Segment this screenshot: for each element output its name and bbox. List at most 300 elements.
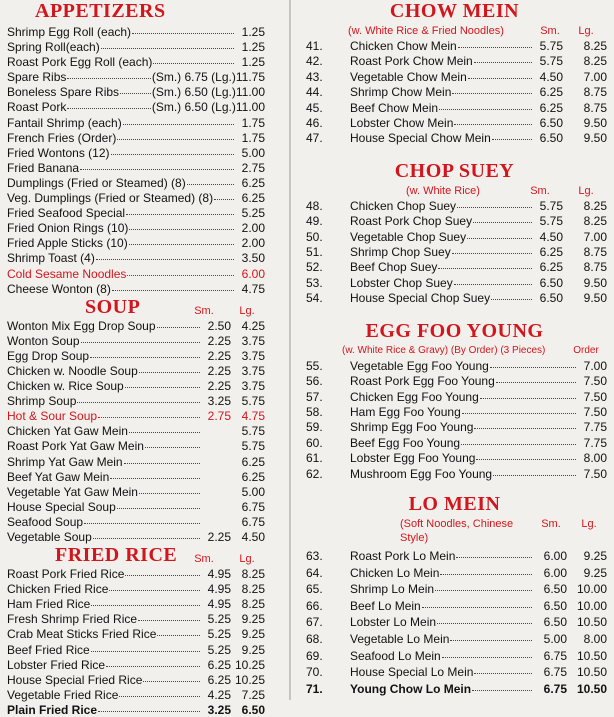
item-price-large: 8.75 <box>583 85 607 100</box>
item-name: Fried Banana <box>7 160 80 175</box>
dots <box>456 546 532 558</box>
dots <box>468 67 532 79</box>
soup-list <box>7 318 265 544</box>
dots <box>454 273 532 285</box>
dots <box>129 233 234 245</box>
dots <box>472 679 532 691</box>
dots <box>187 173 234 185</box>
menu-item <box>302 130 607 145</box>
item-price-small: 3.25 <box>207 394 231 409</box>
item-number: 59. <box>306 420 323 435</box>
dots <box>490 356 576 368</box>
dots <box>474 662 532 674</box>
lo-mein-title: LO MEIN <box>408 492 501 515</box>
item-price-large: 4.25 <box>241 318 265 333</box>
dots <box>80 158 234 170</box>
item-name: Wonton Soup <box>7 333 80 348</box>
item-number: 54. <box>306 291 323 306</box>
dots <box>112 279 234 291</box>
chop-suey-title: CHOP SUEY <box>394 159 515 182</box>
item-price-small: 2.25 <box>207 348 231 363</box>
item-number: 42. <box>306 54 323 69</box>
item-name: Cheese Wonton (8) <box>7 281 111 296</box>
dots <box>91 640 200 652</box>
item-name: Lobster Chow Mein <box>350 116 454 131</box>
dots <box>119 685 200 697</box>
item-price-large: 8.25 <box>583 54 607 69</box>
dots <box>492 128 532 140</box>
item-price-small: 5.25 <box>207 627 231 642</box>
item-price-small: 6.50 <box>543 615 567 630</box>
item-name: Shrimp Egg Foo Young <box>350 420 474 435</box>
menu-item <box>302 198 607 213</box>
menu-item <box>7 423 265 438</box>
dots <box>143 670 200 682</box>
item-number: 58. <box>306 404 323 419</box>
chop-suey-section <box>302 160 607 306</box>
item-name: Roast Pork Fried Rice <box>7 567 125 582</box>
item-price-large: 10.50 <box>576 665 607 680</box>
dots <box>129 421 200 433</box>
item-number: 48. <box>306 198 323 213</box>
item-price-small: 5.75 <box>539 54 563 69</box>
item-name: Shrimp Chow Mein <box>350 85 452 100</box>
item-number: 68. <box>306 631 323 646</box>
chow-mein-section <box>302 0 607 146</box>
item-price-small: 6.25 <box>207 672 231 687</box>
item-number: 71. <box>306 681 323 696</box>
item-price-large: 5.75 <box>241 394 265 409</box>
menu-item <box>7 529 265 544</box>
menu-item <box>7 596 265 611</box>
menu-item <box>302 38 607 53</box>
item-name: Fried Wontons (12) <box>7 145 110 160</box>
dots <box>123 113 234 125</box>
item-price-large: 10.50 <box>576 681 607 696</box>
item-number: 44. <box>306 85 323 100</box>
item-name: Beef Yat Gaw Mein <box>7 469 110 484</box>
item-price-small: 4.25 <box>207 687 231 702</box>
item-price-large: 8.75 <box>583 245 607 260</box>
item-name: French Fries (Order) <box>7 130 117 145</box>
item-name: Chicken Egg Foo Young <box>350 389 479 404</box>
item-number: 69. <box>306 648 323 663</box>
item-price-large: 7.25 <box>241 687 265 702</box>
dots <box>439 98 532 110</box>
item-size-prices: (Sm.) 6.50 (Lg.) <box>151 85 236 100</box>
item-price-small: 6.50 <box>539 116 563 131</box>
item-name: House Special Soup <box>7 499 116 514</box>
item-price-large: 6.25 <box>241 454 265 469</box>
chow-mein-title: CHOW MEIN <box>389 0 520 22</box>
dots <box>110 467 200 479</box>
lo-mein-list <box>302 548 607 697</box>
item-price-small: 6.50 <box>543 598 567 613</box>
item-price-small: 5.00 <box>543 631 567 646</box>
item-price-large: 10.50 <box>576 615 607 630</box>
item-number: 62. <box>306 466 323 481</box>
item-number: 70. <box>306 665 323 680</box>
dots <box>153 52 234 64</box>
dots <box>157 624 200 636</box>
item-price-small: 2.25 <box>207 379 231 394</box>
item-price: 6.00 <box>241 266 265 281</box>
item-price: 1.25 <box>241 25 265 39</box>
item-price-small: 5.75 <box>539 214 563 229</box>
chop-suey-list <box>302 198 607 306</box>
menu-item <box>7 348 265 363</box>
item-name: Beef Chow Mein <box>350 100 439 115</box>
egg-foo-young-order-label: Order <box>573 344 599 356</box>
item-price: 11.75 <box>235 70 265 85</box>
item-price-small: 2.50 <box>207 318 231 333</box>
item-price-small: 2.75 <box>207 409 231 424</box>
item-price-large: 10.25 <box>234 657 265 672</box>
item-price-small: 6.75 <box>543 681 567 696</box>
item-number: 50. <box>306 229 323 244</box>
dots <box>480 387 576 399</box>
item-name: Seafood Soup <box>7 514 84 529</box>
item-price: 6.25 <box>241 175 265 190</box>
item-price-small: 6.50 <box>543 582 567 597</box>
item-name: Lobster Fried Rice <box>7 657 106 672</box>
dots <box>467 227 532 239</box>
item-price: 2.00 <box>241 236 265 251</box>
item-price-large: 6.25 <box>241 469 265 484</box>
item-name: Chicken Chop Suey <box>350 198 457 213</box>
item-number: 46. <box>306 116 323 131</box>
item-name: Lobster Egg Foo Young <box>350 451 476 466</box>
item-price: 6.25 <box>241 191 265 206</box>
dots <box>77 391 200 403</box>
item-price-large: 6.50 <box>241 702 265 717</box>
menu-item <box>7 702 265 717</box>
item-price-small: 6.25 <box>539 245 563 260</box>
item-name: Vegetable Chop Suey <box>350 229 467 244</box>
item-name: Shrimp Yat Gaw Mein <box>7 454 123 469</box>
item-number: 57. <box>306 389 323 404</box>
item-price: 1.75 <box>241 115 265 130</box>
item-name: Roast Pork <box>7 100 67 115</box>
item-name: Spare Ribs <box>7 70 67 85</box>
item-name: Vegetable Fried Rice <box>7 687 119 702</box>
item-name: Beef Fried Rice <box>7 642 90 657</box>
menu-item <box>302 648 607 665</box>
item-price-large: 10.25 <box>234 672 265 687</box>
item-price-small: 6.75 <box>543 665 567 680</box>
item-price-large: 3.75 <box>241 363 265 378</box>
menu-item <box>302 115 607 130</box>
dots <box>132 22 234 34</box>
item-name: Chicken Yat Gaw Mein <box>7 424 128 439</box>
item-name: Plain Fried Rice <box>7 702 98 717</box>
egg-foo-young-subtitle: (w. White Rice & Gravy) (By Order) (3 Pieces) <box>342 344 546 356</box>
item-price-small: 6.00 <box>543 548 567 563</box>
dots <box>127 264 234 276</box>
item-price-small: 5.75 <box>539 198 563 213</box>
dots <box>461 433 576 445</box>
item-price-small: 2.25 <box>207 363 231 378</box>
menu-item <box>7 611 265 626</box>
right-column <box>302 0 607 697</box>
dots <box>90 346 200 358</box>
item-price-large: 9.25 <box>583 548 607 563</box>
item-price-large: 4.50 <box>241 530 265 544</box>
item-price-small: 4.50 <box>539 229 563 244</box>
menu-item <box>7 469 265 484</box>
item-name: Fried Apple Sticks (10) <box>7 236 128 251</box>
item-price-large: 8.75 <box>583 260 607 275</box>
item-name: Chicken w. Rice Soup <box>7 379 124 394</box>
item-price: 11.00 <box>235 85 265 100</box>
item-price-large: 8.25 <box>241 597 265 612</box>
column-divider <box>289 0 291 700</box>
item-name: Crab Meat Sticks Fried Rice <box>7 627 157 642</box>
fried-rice-list <box>7 566 265 717</box>
item-name: Fried Onion Rings (10) <box>7 221 129 236</box>
dots <box>101 37 234 49</box>
item-name: Beef Egg Foo Young <box>350 435 461 450</box>
menu-item <box>302 290 607 305</box>
item-name: Vegetable Lo Mein <box>350 631 450 646</box>
menu-item <box>302 53 607 68</box>
item-name: Mushroom Egg Foo Young <box>350 466 493 481</box>
item-name: Boneless Spare Ribs <box>7 85 120 100</box>
item-price: 11.00 <box>235 100 265 115</box>
dots <box>438 257 532 269</box>
dots <box>117 497 200 509</box>
item-name: Shrimp Chop Suey <box>350 245 451 260</box>
item-number: 60. <box>306 435 323 450</box>
item-price-large: 10.00 <box>576 582 607 597</box>
item-price-large: 10.50 <box>576 648 607 663</box>
item-number: 61. <box>306 451 323 466</box>
item-number: 56. <box>306 374 323 389</box>
item-number: 41. <box>306 39 323 53</box>
egg-foo-young-section <box>302 320 607 481</box>
item-size-prices: (Sm.) 6.50 (Lg.) <box>151 100 236 115</box>
item-price: 3.50 <box>241 251 265 266</box>
dots <box>106 655 200 667</box>
item-name: Roast Pork Lo Mein <box>350 548 456 563</box>
item-price-large: 6.75 <box>241 499 265 514</box>
item-number: 63. <box>306 548 323 563</box>
item-name: Young Chow Lo Mein <box>350 681 472 696</box>
dots <box>452 82 532 94</box>
item-price-small: 4.50 <box>539 69 563 84</box>
item-price-large: 7.00 <box>583 69 607 84</box>
dots <box>496 371 576 383</box>
item-price-large: 5.00 <box>241 484 265 499</box>
dots <box>125 376 200 388</box>
item-price: 1.25 <box>241 55 265 70</box>
item-name: Vegetable Yat Gaw Mein <box>7 484 138 499</box>
item-price: 7.75 <box>583 435 607 450</box>
item-name: Fresh Shrimp Fried Rice <box>7 612 138 627</box>
item-price-small: 6.50 <box>539 275 563 290</box>
soup-sm-label: Sm. <box>194 304 214 317</box>
dots <box>462 402 576 414</box>
item-name: Hot & Sour Soup <box>7 409 98 424</box>
chop-suey-subtitle: (w. White Rice) <box>406 184 480 197</box>
dots <box>454 113 532 125</box>
item-name: Lobster Lo Mein <box>350 615 437 630</box>
item-price: 7.00 <box>583 358 607 373</box>
item-name: Wonton Mix Egg Drop Soup <box>7 318 156 333</box>
appetizers-list <box>7 24 265 296</box>
dots <box>84 512 200 524</box>
menu-item <box>7 281 265 296</box>
dots <box>139 482 200 494</box>
item-name: Ham Fried Rice <box>7 597 91 612</box>
item-name: Roast Pork Chow Mein <box>350 54 473 69</box>
item-price-small: 6.25 <box>539 85 563 100</box>
item-price-small: 6.25 <box>207 657 231 672</box>
dots <box>139 361 200 373</box>
item-price-large: 8.00 <box>583 631 607 646</box>
item-price-large: 9.25 <box>241 642 265 657</box>
dots <box>111 143 235 155</box>
dots <box>452 242 532 254</box>
item-price-large: 6.75 <box>241 514 265 529</box>
dots <box>109 579 200 591</box>
dots <box>126 203 234 215</box>
egg-foo-young-title: EGG FOO YOUNG <box>365 319 544 342</box>
menu-item <box>302 466 607 481</box>
item-price-small: 3.25 <box>207 702 231 717</box>
item-number: 45. <box>306 100 323 115</box>
item-number: 52. <box>306 260 323 275</box>
dots <box>437 612 532 624</box>
item-price-large: 5.75 <box>241 424 265 439</box>
item-price-large: 3.75 <box>241 348 265 363</box>
lo-mein-section <box>302 493 607 697</box>
item-number: 66. <box>306 598 323 613</box>
dots <box>125 564 200 576</box>
dots <box>435 579 532 591</box>
fried-rice-section <box>7 544 265 717</box>
menu-item <box>302 213 607 228</box>
item-name: Chicken Chow Mein <box>350 39 457 53</box>
dots <box>98 406 200 418</box>
item-price-small: 4.95 <box>207 567 231 582</box>
item-price-small: 5.25 <box>207 642 231 657</box>
item-name: Chicken Fried Rice <box>7 582 109 597</box>
item-price-large: 8.25 <box>241 567 265 582</box>
dots <box>124 452 200 464</box>
appetizers-title: APPETIZERS <box>35 0 166 22</box>
item-name: Ham Egg Foo Young <box>350 404 461 419</box>
item-price-small: 6.00 <box>543 565 567 580</box>
dots <box>442 646 532 658</box>
item-price-large: 9.25 <box>583 565 607 580</box>
dots <box>458 36 532 48</box>
dots <box>157 316 200 328</box>
dots <box>457 196 532 208</box>
item-name: Roast Pork Chop Suey <box>350 214 473 229</box>
dots <box>493 464 576 476</box>
dots <box>491 288 532 300</box>
dots <box>476 448 576 460</box>
item-name: Cold Sesame Noodles <box>7 266 127 281</box>
item-price: 7.50 <box>583 466 607 481</box>
item-name: House Special Chow Mein <box>350 131 491 146</box>
dots <box>474 51 532 63</box>
item-price-small: 2.25 <box>207 530 231 544</box>
item-price: 7.50 <box>583 404 607 419</box>
item-name: Roast Pork Egg Foo Young <box>350 374 495 389</box>
item-price-large: 9.50 <box>583 131 607 146</box>
item-name: Roast Pork Yat Gaw Mein <box>7 439 144 454</box>
item-price: 7.50 <box>583 374 607 389</box>
item-price: 2.75 <box>241 160 265 175</box>
chop-suey-lg-label: Lg. <box>578 184 594 197</box>
item-number: 65. <box>306 582 323 597</box>
dots <box>422 596 532 608</box>
dots <box>117 128 234 140</box>
menu-item <box>7 657 265 672</box>
chop-suey-sm-label: Sm. <box>530 184 550 197</box>
dots <box>67 67 150 79</box>
item-name: Roast Pork Egg Roll (each) <box>7 55 153 70</box>
chow-mein-subtitle-row <box>302 24 607 38</box>
item-number: 55. <box>306 358 323 373</box>
item-name: Beef Lo Mein <box>350 598 421 613</box>
item-name: Seafood Lo Mein <box>350 648 441 663</box>
item-price-large: 9.25 <box>241 612 265 627</box>
item-number: 64. <box>306 565 323 580</box>
dots <box>96 248 234 260</box>
item-name: Shrimp Toast (4) <box>7 251 95 266</box>
item-price-large: 3.75 <box>241 379 265 394</box>
item-price-large: 9.25 <box>241 627 265 642</box>
item-price-large: 8.25 <box>583 198 607 213</box>
dots <box>120 82 151 94</box>
soup-section <box>7 296 265 544</box>
fried-rice-title: FRIED RICE <box>55 544 178 567</box>
item-price: 2.00 <box>241 221 265 236</box>
item-price-small: 6.25 <box>539 260 563 275</box>
dots <box>91 594 200 606</box>
item-price-large: 7.00 <box>583 229 607 244</box>
lo-mein-lg-label: Lg. <box>581 517 597 530</box>
chow-mein-lg-label: Lg. <box>578 25 594 37</box>
item-name: Lobster Chop Suey <box>350 275 453 290</box>
item-name: Shrimp Lo Mein <box>350 582 435 597</box>
item-name: House Special Chop Suey <box>350 291 491 306</box>
menu-item <box>302 275 607 290</box>
item-price-large: 8.25 <box>583 214 607 229</box>
item-price: 1.75 <box>241 130 265 145</box>
item-number: 51. <box>306 245 323 260</box>
item-name: Chicken Lo Mein <box>350 565 440 580</box>
lo-mein-subtitle-row <box>302 517 607 545</box>
item-name: Vegetable Soup <box>7 530 92 544</box>
item-price-large: 9.50 <box>583 116 607 131</box>
item-name: Veg. Dumplings (Fried or Steamed) (8) <box>7 191 214 206</box>
fried-rice-sm-label: Sm. <box>194 553 214 566</box>
lo-mein-subtitle: (Soft Noodles, Chinese Style) <box>400 517 514 544</box>
item-price: 7.75 <box>583 420 607 435</box>
dots <box>93 527 200 539</box>
dots <box>214 188 234 200</box>
item-name: Beef Chop Suey <box>350 260 438 275</box>
item-price-large: 8.25 <box>583 39 607 53</box>
egg-foo-young-list <box>302 358 607 481</box>
item-price-small: 2.25 <box>207 333 231 348</box>
item-price: 1.25 <box>241 40 265 55</box>
dots <box>67 97 150 109</box>
